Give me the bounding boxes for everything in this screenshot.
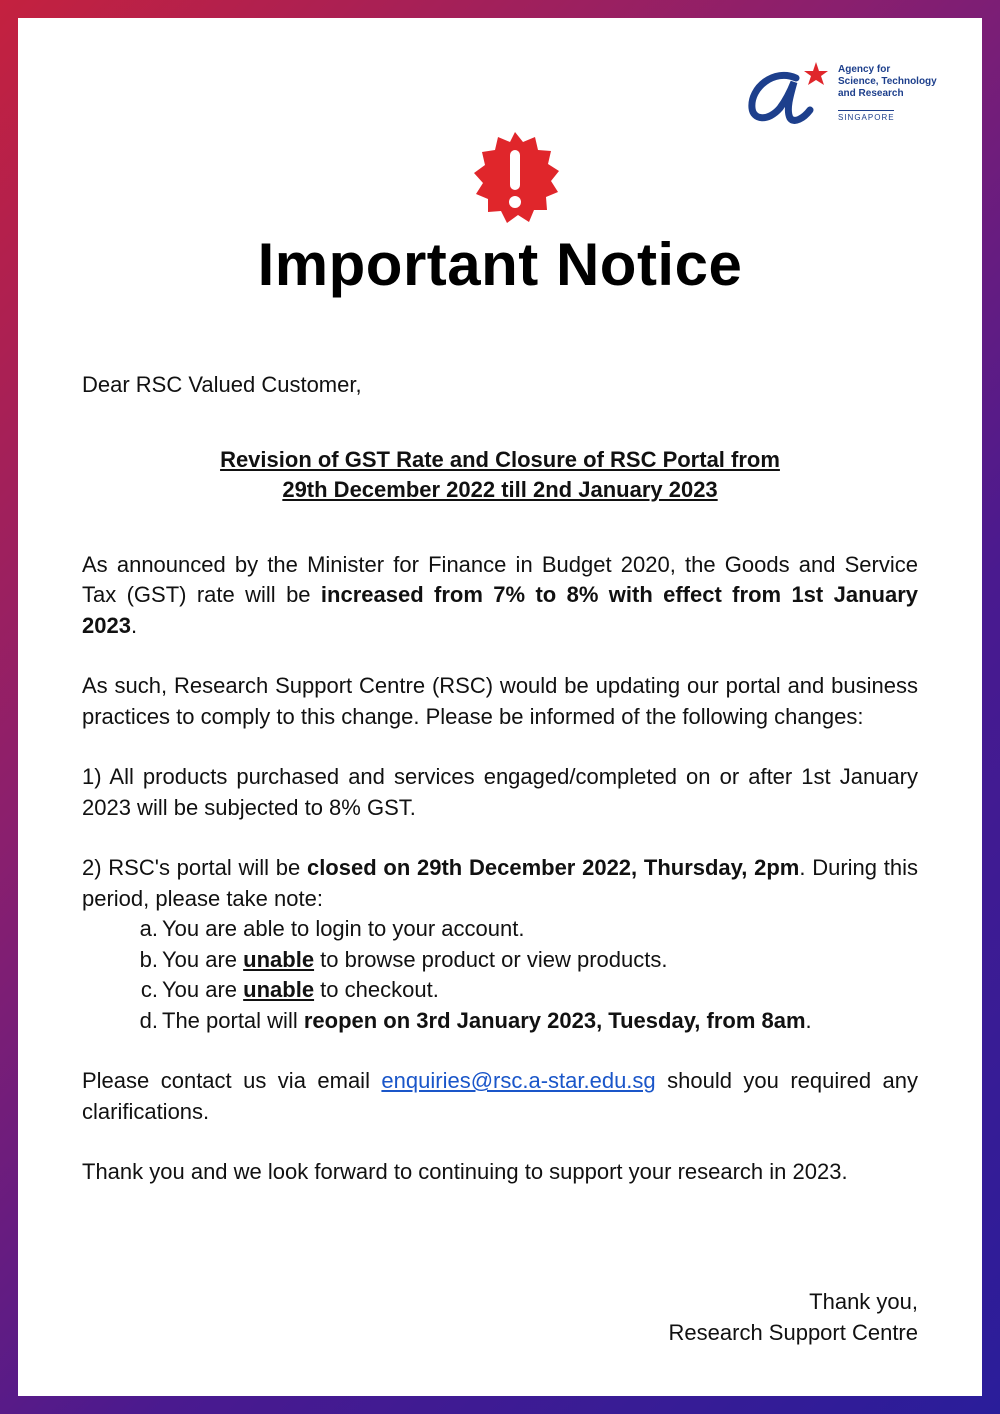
list-item: [82, 1006, 918, 1037]
list-item-text: .: [805, 1007, 812, 1033]
sub-list: [82, 914, 918, 1036]
logo-line-3: and Research: [838, 88, 904, 99]
list-item-emphasis: unable: [243, 946, 315, 972]
signature-block: [669, 1287, 918, 1348]
logo-line-1: Agency for: [838, 64, 891, 75]
paragraph-changes: As such, Research Support Centre (RSC) would be updating our portal and business practices to comply to this change. Please be informed of the following changes:: [82, 673, 918, 729]
point2-text: 2) RSC's portal will be: [82, 855, 307, 880]
astar-logo: [744, 60, 944, 130]
subject-line-2: 29th December 2022 till 2nd January 2023: [282, 477, 718, 502]
subject-line-1: Revision of GST Rate and Closure of RSC Portal from: [220, 446, 780, 472]
notice-body: [82, 370, 918, 1188]
list-item: [82, 975, 918, 1006]
salutation: Dear RSC Valued Customer,: [82, 372, 362, 397]
notice-sheet: [18, 18, 982, 1396]
signoff-line-1: Thank you,: [809, 1289, 918, 1314]
list-item-emphasis: unable: [243, 977, 315, 1002]
contact-text: Please contact us via email: [82, 1068, 382, 1093]
logo-country: SINGAPORE: [838, 110, 894, 122]
list-item: [82, 914, 918, 945]
list-item-text: to browse product or view products.: [314, 946, 668, 972]
closing-paragraph: Thank you and we look forward to continuing to support your research in 2023.: [82, 1159, 848, 1184]
exclamation-badge-icon: [465, 128, 565, 228]
para1-text: As announced by the Minister for Finance in Budget 2020, the Goods and Service Tax (GST) rate will be: [82, 551, 918, 607]
astar-logo-mark-icon: [744, 60, 834, 126]
paragraph-gst-rate: [82, 550, 918, 642]
list-item-bold: reopen on 3rd January 2023, Tuesday, from 8am: [303, 1007, 806, 1033]
point2-bold: closed on 29th December 2022, Thursday, 2pm: [306, 855, 800, 880]
list-marker: d.: [139, 1007, 158, 1033]
list-item-text: You are able to login to your account.: [162, 916, 525, 941]
page-title: Important Notice: [257, 231, 743, 298]
contact-text-end: should you required any clarifications.: [82, 1068, 918, 1124]
logo-line-2: Science, Technology: [838, 76, 937, 87]
para1-bold: increased from 7% to 8% with effect from 1st January 2023: [82, 582, 918, 638]
contact-paragraph: [82, 1066, 918, 1127]
list-item-text: You are: [162, 977, 244, 1002]
point-1: 1) All products purchased and services engaged/completed on or after 1st January 2023 will be subjected to 8% GST.: [82, 764, 918, 820]
signoff-line-2: Research Support Centre: [668, 1319, 918, 1345]
list-item: [82, 945, 918, 976]
logo-org-name: [838, 64, 948, 100]
point2-end: . During this period, please take note:: [82, 855, 918, 911]
list-marker: c.: [140, 977, 158, 1002]
list-item-text: to checkout.: [314, 977, 439, 1002]
notice-subject: [82, 445, 918, 506]
email-link[interactable]: enquiries@rsc.a-star.edu.sg: [381, 1068, 656, 1093]
list-marker: b.: [139, 946, 158, 972]
point-2: [82, 853, 918, 914]
list-item-text: The portal will: [162, 1007, 304, 1033]
list-item-text: You are: [162, 946, 244, 972]
para1-end: .: [130, 612, 138, 638]
list-marker: a.: [139, 916, 158, 941]
